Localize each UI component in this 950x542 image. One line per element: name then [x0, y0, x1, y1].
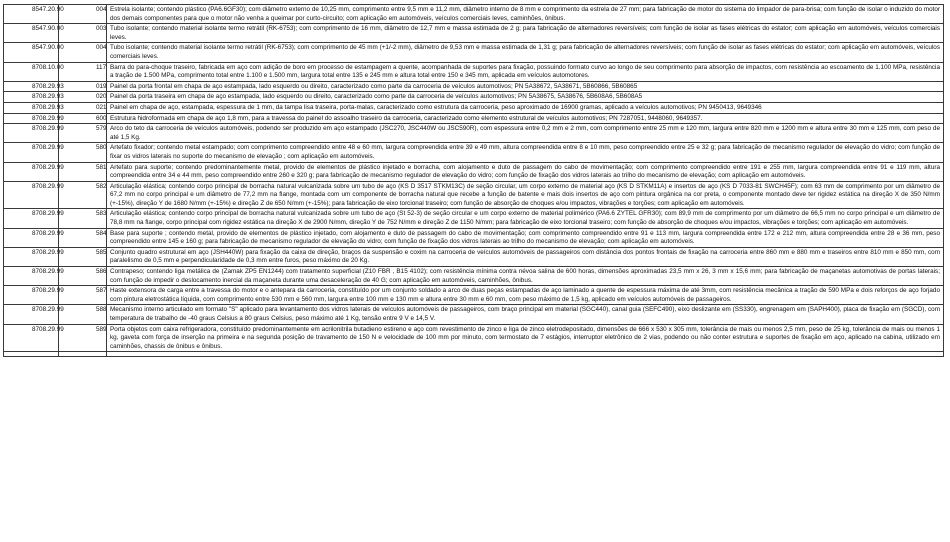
description-cell: Barra do para-choque traseiro, fabricada em aço com adição de boro em processo de estampagem a quente, acompanhada de suportes para fixação, possuindo formato curvo ao longo de seu comprimento para absorção de impactos, com resistência ao escoamento de 1.100 MPa, resistência a tração de 1.500 MPa, comprimento total entre 1.100 e 1.500 mm, largura total entre 135 e 245 mm e altura total entre 150 e 345 mm, aplicada em veículos automotores. — [107, 62, 944, 81]
table-row — [4, 124, 944, 143]
description-cell: Conjunto quadro estrutural em aço (JSH440W) para fixação da caixa de direção, braços da suspensão e coxim na carroceria de veículos automóveis de passageiros com distância dos pontos frontais de fixação na carroceria entre 860 mm e 880 mm e traseiros entre 810 mm e 850 mm, com paralelismo de 0,5 mm e perpendicularidade de 0,3 mm entre furos, peso máximo de 20 Kg. — [107, 247, 944, 266]
description-cell: Arco do teto da carroceria de veículos automóveis, podendo ser produzido em aço estampado (JSC270, JSC440W ou JSC590R), com espessura entre 0,2 mm e 2 mm, com comprimento entre 25 mm e 120 mm, largura entre 820 mm e 1200 mm e altura entre 30 mm e 125 mm, com peso de até 1,5 Kg. — [107, 124, 944, 143]
empty-cell — [107, 352, 944, 357]
table-row — [4, 113, 944, 124]
ncm-code-cell: 8708.29.99 — [4, 143, 59, 162]
ncm-code-cell: 8708.29.93 — [4, 92, 59, 103]
table-row — [4, 5, 944, 24]
ex-number-cell: 587 — [59, 286, 107, 305]
description-cell: Articulação elástica; contendo corpo principal de borracha natural vulcanizada sobre um tubo de aço (KS D 3517 STKM13C) de seção circular, um corpo externo de material aço (KS D STKM11A) e insertos de aço (KS D 7033-81 SWCH45F); com 63 mm de comprimento por um diâmetro de 67,2 mm no corpo principal e um diâmetro de 77,2 mm na flange, montada com um componente de borracha natural que recebe a função de batente e mais dois insertos de aço com pintura orgânica na cor preta, o componente montado deve ter rigidez estática na direção X de 350 N/mm (+-15%), direção Y de 1680 N/mm (+-15%) e direção Z de 650 N/mm (+-15%); para fabricação de eixo torcional traseiro; com função de absorção de choques e/ou impactos, vibrações e torções; com aplicação em automóveis. — [107, 181, 944, 209]
table-row — [4, 92, 944, 103]
ncm-code-cell: 8708.10.00 — [4, 62, 59, 81]
table-row — [4, 267, 944, 286]
description-cell: Mecanismo interno articulado em formato "S" aplicado para levantamento dos vidros laterais de veículos automóveis de passageiros, com braço principal em material (SGC440), canal guia (SEFC490), eixo deslizante em (SS330), engrenagem em (SAPH400), placa de fixação em (SGCD), com temperatura de trabalho de -40 graus Celsius a 80 graus Celsius, peso máximo até 1 Kg, tensão entre 9 V e 14,5 V. — [107, 305, 944, 324]
ex-number-cell: 585 — [59, 247, 107, 266]
table-row — [4, 181, 944, 209]
description-cell: Estrutura hidroformada em chapa de aço 1,8 mm, para a travessa do painel do assoalho traseiro da carroceria, caracterizado como elemento estrutural de veículos automotivos; PN 7287051, 9448060, 9649357. — [107, 113, 944, 124]
description-cell: Base para suporte ; contendo metal, provido de elementos de plástico injetado, com alojamento e duto de passagem do cabo de movimentação; com comprimento compreendido entre 91 e 113 mm, largura compreendida entre 172 e 212 mm, altura compreendida entre 28 e 36 mm, peso compreendido entre 145 e 160 g; para fabricação de mecanismo regulador de elevação do vidro; com função de fixação dos vidros laterais ao trilho do mecanismo de elevação; com aplicação em automóveis. — [107, 228, 944, 247]
ex-number-cell: 583 — [59, 209, 107, 228]
ncm-code-cell: 8547.90.00 — [4, 43, 59, 62]
ex-number-cell: 600 — [59, 113, 107, 124]
table-row — [4, 143, 944, 162]
ex-number-cell: 588 — [59, 305, 107, 324]
ex-number-cell: 582 — [59, 181, 107, 209]
ex-number-cell: 581 — [59, 162, 107, 181]
description-cell: Tubo isolante; contendo material isolante termo retrátil (RK-6753); com comprimento de 16 mm, diâmetro de 12,7 mm e massa estimada de 2 g; para fabricação de alternadores reversíveis; com função de isolar as fases elétricas do estator; com aplicação em automóveis, veículos comerciais leves. — [107, 24, 944, 43]
ncm-code-cell: 8708.29.99 — [4, 305, 59, 324]
table-row-partial — [4, 352, 944, 357]
description-cell: Painel da porta traseira em chapa de aço estampada, lado esquerdo ou direito, caracterizado como parte da carroceria de veículos automotivos; PN 5A38675, 5A38676, 5B608A6, 5B608A5 — [107, 92, 944, 103]
table-row — [4, 102, 944, 113]
ex-number-cell: 117 — [59, 62, 107, 81]
description-cell: Artefato para suporte; contendo predominantemente metal, provido de elementos de plástico injetado e borracha, com alojamento e duto de passagem do cabo de movimentação; com comprimento compreendido entre 191 e 255 mm, largura compreendida entre 91 e 119 mm, altura compreendida entre 34 e 44 mm, peso compreendido entre 260 e 320 g; para fabricação de mecanismo regulador de elevação do vidro; com função de fixação dos vidros laterais ao trilho do mecanismo de elevação; com aplicação em automóveis. — [107, 162, 944, 181]
table-row — [4, 305, 944, 324]
table-row — [4, 162, 944, 181]
table-row — [4, 286, 944, 305]
ncm-code-cell: 8708.29.93 — [4, 102, 59, 113]
ncm-code-cell: 8708.29.99 — [4, 209, 59, 228]
table-row — [4, 228, 944, 247]
ncm-code-cell: 8708.29.99 — [4, 267, 59, 286]
ex-number-cell: 589 — [59, 324, 107, 352]
ex-number-cell: 579 — [59, 124, 107, 143]
ncm-code-cell: 8708.29.99 — [4, 181, 59, 209]
table-row — [4, 247, 944, 266]
empty-cell — [59, 352, 107, 357]
ex-number-cell: 580 — [59, 143, 107, 162]
ncm-code-cell: 8708.29.93 — [4, 81, 59, 92]
ncm-code-cell: 8708.29.99 — [4, 286, 59, 305]
ncm-code-cell: 8708.29.99 — [4, 113, 59, 124]
description-cell: Porta objetos com caixa refrigeradora, constituído predominantemente em acrilonitrila butadieno estireno e aço com revestimento de zinco e liga de zinco eletrodepositado, dimensões de 666 x 530 x 305 mm, tolerância de mais ou menos 2,5 mm, peso de 25 kg, tolerância de mais ou menos 1 kg, gaveta com força de inserção na primeira e na segunda posição de travamento de 150 N e velocidade de 100 mm por minuto, com termostato de 7 estágios, interruptor eletrônico de 2 vias, podendo ou não conter estrutura e suportes de fixação em aço, aplicado na cabina, utilizado em caminhões, chassis de ônibus e ônibus. — [107, 324, 944, 352]
ex-number-cell: 584 — [59, 228, 107, 247]
description-cell: Contrapeso; contendo liga metálica de (Zamak ZP5 EN1244) com tratamento superficial (Z10 FBR , B15 4102); com resistência mínima contra névoa salina de 600 horas, dimensões aproximadas 23,5 mm x 26, 3 mm x 15,6 mm; para fabricação de maçanetas automotivas de portas laterais; com função de impedir o deslocamento inercial da maçaneta durante uma desaceleração de 40 G; com aplicação em automóveis, caminhões, ônibus. — [107, 267, 944, 286]
table-row — [4, 43, 944, 62]
ex-number-cell: 019 — [59, 81, 107, 92]
ncm-code-cell: 8708.29.99 — [4, 162, 59, 181]
description-cell: Painel da porta frontal em chapa de aço estampada, lado esquerdo ou direito, caracterizado como parte da carroceria de veículos automotivos; PN 5A38672, 5A38671, 5B60866, 5B60865 — [107, 81, 944, 92]
table-row — [4, 209, 944, 228]
description-cell: Haste extensora de carga entre a travessa do motor e o antepara da carroceria, constituído por um conjunto soldado a arco de duas peças estampadas de aço laminado a quente de espessura máxima de até 3mm, com resistência mecânica a tração de 590 MPa e dois reforços de aço forjado com pintura eletrostática líquida, com comprimento entre 530 mm e 560 mm, largura entre 100 mm e 130 mm e altura entre 30 mm e 60 mm, com peso máximo de 1,5 kg, aplicado em veículos automóveis de passageiros. — [107, 286, 944, 305]
ncm-code-cell: 8708.29.99 — [4, 324, 59, 352]
description-cell: Articulação elástica; contendo corpo principal de borracha natural vulcanizada sobre um tubo de aço (St 52-3) de seção circular e um corpo externo de material polimérico (PA6.6 ZYTEL GFR30); com 89,9 mm de comprimento por um diâmetro de 66,5 mm no corpo principal e um diâmetro de 78,8 mm na flange, corpo principal com rigidez estática na direção X de 2900 N/mm, direção Y de 752 N/mm e direção Z de 1150 N/mm; para fabricação de eixo torcional traseiro; com função de absorção de choques e/ou impactos, vibrações e torções; com aplicação em automóveis. — [107, 209, 944, 228]
table-row — [4, 324, 944, 352]
tariff-table — [3, 4, 944, 357]
description-cell: Estrela isolante; contendo plástico (PA6.6GF30); com diâmetro externo de 10,25 mm, comprimento entre 9,5 mm e 11,2 mm, diâmetro interno de 8 mm e comprimento da estrela de 27 mm; para fabricação de motor do sistema do limpador de para-brisa; com função de isolar o induzido do motor dos demais componentes para que o motor não venha a queimar por curto-circuito; com aplicação em automóveis, veículos comerciais leves, caminhões, ônibus. — [107, 5, 944, 24]
ex-number-cell: 003 — [59, 24, 107, 43]
ex-number-cell: 021 — [59, 102, 107, 113]
ncm-code-cell: 8547.90.00 — [4, 24, 59, 43]
tariff-table-body — [4, 5, 944, 357]
table-row — [4, 81, 944, 92]
ncm-code-cell: 8708.29.99 — [4, 228, 59, 247]
ncm-code-cell: 8547.20.90 — [4, 5, 59, 24]
ex-number-cell: 004 — [59, 43, 107, 62]
ncm-code-cell: 8708.29.99 — [4, 124, 59, 143]
ex-number-cell: 004 — [59, 5, 107, 24]
table-row — [4, 24, 944, 43]
description-cell: Tubo isolante; contendo material isolante termo retrátil (RK-6753); com comprimento de 45 mm (+1/-2 mm), diâmetro de 9,53 mm e massa estimada de 1,31 g; para fabricação de alternadores reversíveis; com função de isolar as fases elétricas do estator; com aplicação em automóveis, veículos comerciais leves. — [107, 43, 944, 62]
description-cell: Painel em chapa de aço, estampada, espessura de 1 mm, da tampa lisa traseira, porta-malas, caracterizado como estrutura da carroceria, peso aproximado de 16900 gramas, aplicado a veículos automotivos; PN 9450413, 9649346 — [107, 102, 944, 113]
ex-number-cell: 586 — [59, 267, 107, 286]
description-cell: Artefato fixador; contendo metal estampado; com comprimento compreendido entre 48 e 60 mm, largura compreendida entre 39 e 49 mm, altura compreendida entre 8 e 10 mm, peso compreendido entre 25 e 32 g; para fabricação de mecanismo regulador de elevação do vidro; com função de fixar os vidros laterais no suporte do mecanismo de elevação ; com aplicação em automóveis. — [107, 143, 944, 162]
ncm-code-cell: 8708.29.99 — [4, 247, 59, 266]
table-row — [4, 62, 944, 81]
ex-number-cell: 020 — [59, 92, 107, 103]
empty-cell — [4, 352, 59, 357]
